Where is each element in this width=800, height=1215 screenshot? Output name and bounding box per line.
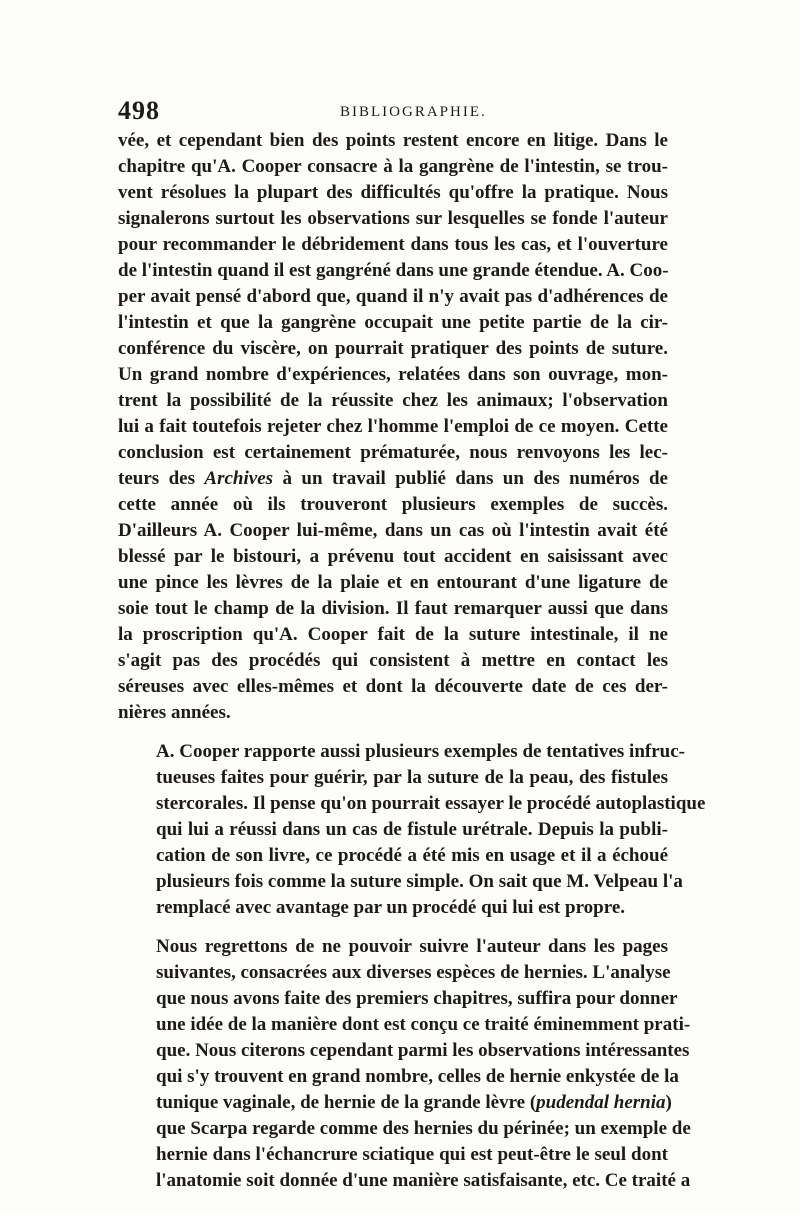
text-line: trent la possibilité de la réussite chez les animaux; l'observation	[118, 390, 668, 411]
text-line: signalerons surtout les observations sur lesquelles se fonde l'auteur	[118, 208, 668, 229]
text-line: Un grand nombre d'expériences, relatées dans son ouvrage, mon-	[118, 364, 668, 385]
text-run: teurs des	[118, 468, 205, 489]
text-line: que. Nous citerons cependant parmi les observations intéressantes	[156, 1040, 690, 1061]
text-line: D'ailleurs A. Cooper lui-même, dans un cas où l'intestin avait été	[118, 520, 668, 541]
text-line: conclusion est certainement prématurée, nous renvoyons les lec-	[118, 442, 668, 463]
text-line: vent résolues la plupart des difficultés qu'offre la pratique. Nous	[118, 182, 668, 203]
page-number: 498	[118, 96, 160, 125]
page-header	[118, 96, 678, 125]
text-line: l'anatomie soit donnée d'une manière satisfaisante, etc. Ce traité a	[156, 1170, 691, 1191]
text-line: Nous regrettons de ne pouvoir suivre l'auteur dans les pages	[156, 936, 668, 957]
text-line: hernie dans l'échancrure sciatique qui est peut-être le seul dont	[156, 1144, 668, 1165]
text-line: la proscription qu'A. Cooper fait de la suture intestinale, il ne	[118, 624, 668, 645]
text-line: qui lui a réussi dans un cas de fistule urétrale. Depuis la publi-	[156, 819, 668, 840]
italic-term: Archives	[204, 468, 274, 489]
paragraph-3	[118, 934, 691, 1194]
text-line: lui a fait toutefois rejeter chez l'homme l'emploi de ce moyen. Cette	[118, 416, 668, 437]
text-line: chapitre qu'A. Cooper consacre à la gangrène de l'intestin, se trou-	[118, 156, 668, 177]
italic-term: pudendal hernia	[536, 1092, 666, 1113]
text-line: que Scarpa regarde comme des hernies du périnée; un exemple de	[156, 1118, 691, 1139]
text-line: soie tout le champ de la division. Il faut remarquer aussi que dans	[118, 598, 668, 619]
text-line: séreuses avec elles-mêmes et dont la découverte date de ces der-	[118, 676, 668, 697]
text-line: qui s'y trouvent en grand nombre, celles de hernie enkystée de la	[156, 1066, 679, 1087]
text-line: stercorales. Il pense qu'on pourrait essayer le procédé autoplastique	[156, 793, 706, 814]
text-line: une idée de la manière dont est conçu ce traité éminemment prati-	[156, 1014, 691, 1035]
paragraph-1	[118, 128, 668, 726]
text-line: s'agit pas des procédés qui consistent à mettre en contact les	[118, 650, 668, 671]
text-line: remplacé avec avantage par un procédé qui lui est propre.	[156, 897, 626, 918]
text-line: cette année où ils trouveront plusieurs exemples de succès.	[118, 494, 668, 515]
body-text	[118, 128, 706, 1194]
text-run: à un travail publié dans un des numéros de	[273, 468, 668, 489]
text-run: tunique vaginale, de hernie de la grande lèvre (	[156, 1092, 537, 1113]
text-line: l'intestin et que la gangrène occupait une petite partie de la cir-	[118, 312, 668, 333]
text-line: blessé par le bistouri, a prévenu tout accident en saisissant avec	[118, 546, 668, 567]
text-line: tueuses faites pour guérir, par la suture de la peau, des fistules	[156, 767, 668, 788]
text-line: conférence du viscère, on pourrait pratiquer des points de suture.	[118, 338, 668, 359]
text-line	[118, 1090, 672, 1116]
text-line: pour recommander le débridement dans tous les cas, et l'ouverture	[118, 234, 668, 255]
text-line: vée, et cependant bien des points restent encore en litige. Dans le	[118, 130, 668, 151]
text-line: de l'intestin quand il est gangréné dans une grande étendue. A. Coo-	[118, 260, 669, 281]
text-line: une pince les lèvres de la plaie et en entourant d'une ligature de	[118, 572, 668, 593]
paragraph-2	[118, 739, 706, 921]
text-line: per avait pensé d'abord que, quand il n'y avait pas d'adhérences de	[118, 286, 668, 307]
text-line: nières années.	[118, 702, 231, 723]
text-line	[118, 466, 668, 492]
text-line: cation de son livre, ce procédé a été mis en usage et il a échoué	[156, 845, 668, 866]
running-title: BIBLIOGRAPHIE.	[340, 104, 487, 120]
text-line: suivantes, consacrées aux diverses espèces de hernies. L'analyse	[156, 962, 671, 983]
text-line: plusieurs fois comme la suture simple. On sait que M. Velpeau l'a	[156, 871, 683, 892]
text-line: A. Cooper rapporte aussi plusieurs exemples de tentatives infruc-	[156, 741, 685, 762]
text-line: que nous avons faite des premiers chapitres, suffira pour donner	[156, 988, 678, 1009]
text-run: )	[665, 1092, 672, 1113]
